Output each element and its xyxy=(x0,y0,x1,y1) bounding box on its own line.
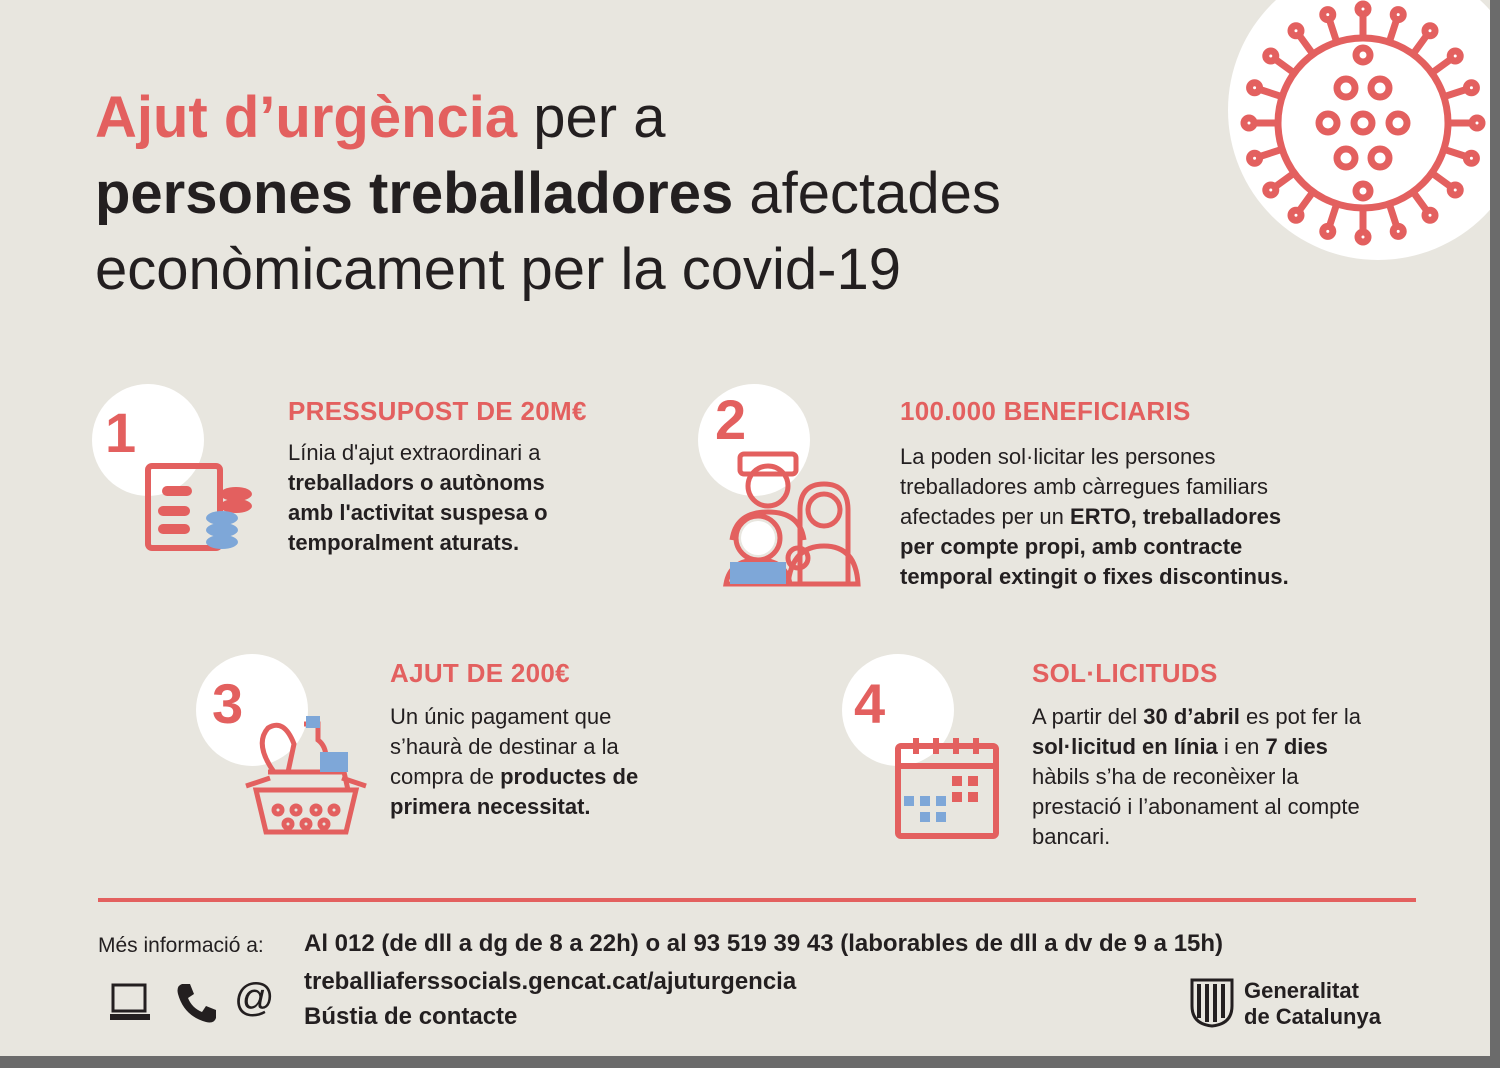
info-label: Més informació a: xyxy=(98,934,264,957)
item-body xyxy=(1032,702,1361,852)
item-number: 2 xyxy=(715,388,747,451)
body-line: A partir del xyxy=(1032,704,1144,729)
item-body xyxy=(390,702,638,822)
body-line: treballadores amb càrregues familiars xyxy=(900,474,1269,499)
body-bold: temporalment aturats. xyxy=(288,530,520,555)
logo-line1: Generalitat xyxy=(1244,978,1359,1003)
divider xyxy=(98,898,1416,902)
title-accent: Ajut d’urgència xyxy=(95,85,518,150)
body-line: es pot fer la xyxy=(1239,704,1361,729)
generalitat-logo xyxy=(1188,976,1236,1028)
generalitat-name xyxy=(1244,978,1381,1030)
item-number: 4 xyxy=(854,672,886,735)
body-line: s’haurà de destinar a la xyxy=(390,734,619,759)
item-heading: SOL·LICITUDS xyxy=(1032,658,1218,688)
virus-icon xyxy=(1228,0,1490,260)
title-part2: afectades xyxy=(733,161,1001,226)
body-line: afectades per un xyxy=(900,504,1071,529)
body-bold: amb l'activitat suspesa o xyxy=(288,500,548,525)
body-line: Un únic pagament que xyxy=(390,704,612,729)
body-bold: per compte propi, amb contracte xyxy=(900,534,1243,559)
body-bold: productes de xyxy=(500,764,639,789)
at-icon: @ xyxy=(234,976,275,1020)
money-icon xyxy=(144,462,256,554)
item-number: 1 xyxy=(105,401,137,464)
title-bold: persones treballadores xyxy=(95,161,734,226)
body-line: i en xyxy=(1217,734,1266,759)
body-bold: sol·licitud en línia xyxy=(1032,734,1218,759)
basket-icon xyxy=(244,714,368,838)
computer-icon xyxy=(108,982,152,1024)
body-line: La poden sol·licitar les persones xyxy=(900,444,1216,469)
body-line: hàbils s’ha de reconèixer la xyxy=(1032,764,1299,789)
body-bold: primera necessitat. xyxy=(390,794,591,819)
body-line: bancari. xyxy=(1032,824,1111,849)
calendar-icon xyxy=(894,736,1000,840)
body-line: Línia d'ajut extraordinari a xyxy=(288,440,541,465)
item-body xyxy=(288,438,548,558)
item-body xyxy=(900,442,1289,592)
body-bold: 7 dies xyxy=(1265,734,1328,759)
body-line: compra de xyxy=(390,764,501,789)
family-icon xyxy=(722,450,862,588)
body-bold: ERTO, treballadores xyxy=(1070,504,1282,529)
phone-icon xyxy=(174,982,218,1024)
page-title xyxy=(95,80,1001,308)
phone-info: Al 012 (de dll a dg de 8 a 22h) o al 93 519 39 43 (laborables de dll a dv de 9 a 15h) xyxy=(304,930,1224,957)
contact-mailbox-link[interactable]: Bústia de contacte xyxy=(304,1003,518,1030)
item-heading: 100.000 BENEFICIARIS xyxy=(900,396,1191,426)
item-number: 3 xyxy=(212,672,244,735)
title-line3: econòmicament per la covid-19 xyxy=(95,237,901,302)
body-line: prestació i l’abonament al compte xyxy=(1032,794,1360,819)
item-heading: AJUT DE 200€ xyxy=(390,658,570,688)
title-part1: per a xyxy=(517,85,666,150)
logo-line2: de Catalunya xyxy=(1244,1004,1381,1029)
body-bold: treballadors o autònoms xyxy=(288,470,545,495)
website-link[interactable]: treballiaferssocials.gencat.cat/ajuturgencia xyxy=(304,968,797,995)
item-heading: PRESSUPOST DE 20M€ xyxy=(288,396,587,426)
body-bold: temporal extingit o fixes discontinus. xyxy=(900,564,1289,589)
body-bold: 30 d’abril xyxy=(1143,704,1240,729)
